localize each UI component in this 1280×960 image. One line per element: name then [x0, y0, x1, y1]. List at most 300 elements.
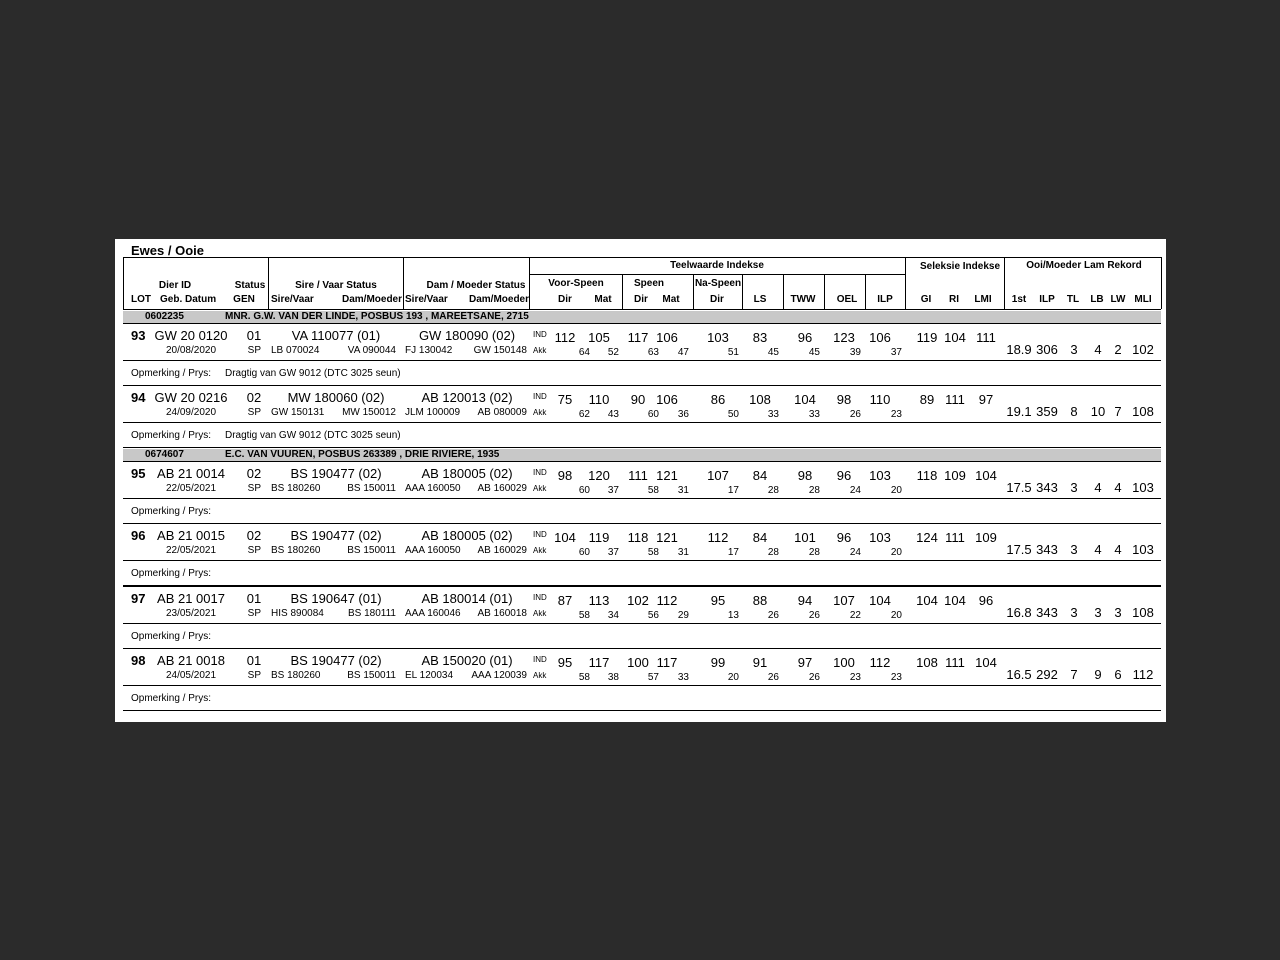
catalog-sheet [115, 239, 1166, 722]
ilp-record: 359 [1036, 404, 1058, 419]
header-na-speen: Na-Speen [694, 278, 742, 289]
dam-dam: AB 080009 [477, 407, 527, 418]
vs-dir: 87 [557, 593, 573, 608]
header-seleksie: Seleksie Indekse [919, 261, 1001, 272]
ilp-akk: 23 [890, 672, 902, 683]
header-vs-dir: Dir [558, 294, 572, 305]
gen-value: SP [247, 608, 261, 619]
vs-mat: 113 [588, 593, 610, 608]
header-oel: OEL [836, 294, 858, 305]
sp-mat: 106 [656, 392, 678, 407]
status-value: 02 [246, 390, 262, 405]
lmi-value: 104 [975, 655, 997, 670]
grid-line [123, 498, 1161, 499]
lot-number: 93 [131, 328, 146, 343]
header-lb: LB [1090, 294, 1104, 305]
tl-value: 3 [1070, 605, 1078, 620]
breeder-band [123, 311, 1161, 323]
gi-value: 89 [919, 392, 935, 407]
grid-line [123, 360, 1161, 361]
sire-dam: MW 150012 [342, 407, 396, 418]
header-lw: LW [1110, 294, 1126, 305]
ilp-akk: 37 [890, 347, 902, 358]
dam-dam: AB 160029 [477, 483, 527, 494]
ilp-record: 343 [1036, 480, 1058, 495]
header-sp-dir: Dir [634, 294, 648, 305]
vs-mat: 119 [588, 530, 610, 545]
grid-line [123, 710, 1161, 711]
header-lmi: LMI [974, 294, 992, 305]
birth-date: 22/05/2021 [165, 483, 217, 494]
tl-value: 7 [1070, 667, 1078, 682]
vs-mat-akk: 38 [607, 672, 619, 683]
grid-line [123, 648, 1161, 649]
tww-value: 104 [794, 392, 816, 407]
status-value: 01 [246, 328, 262, 343]
breeder-band [123, 449, 1161, 461]
header-lot: LOT [131, 294, 151, 305]
header-sp-mat: Mat [662, 294, 680, 305]
dam-status: AB 180005 (02) [421, 466, 513, 481]
header-voor-speen: Voor-Speen [548, 278, 604, 289]
dam-status: AB 180014 (01) [421, 591, 513, 606]
lot-number: 98 [131, 653, 146, 668]
header-ilp: ILP [877, 294, 893, 305]
tww-akk: 45 [808, 347, 820, 358]
vs-mat: 110 [588, 392, 610, 407]
first-lambing: 19.1 [1006, 404, 1032, 419]
akk-label: Akk [533, 671, 547, 680]
vs-mat: 105 [588, 330, 610, 345]
ilp-akk: 20 [890, 547, 902, 558]
gen-value: SP [247, 483, 261, 494]
akk-label: Akk [533, 484, 547, 493]
ilp-akk: 20 [890, 610, 902, 621]
ri-value: 104 [944, 593, 966, 608]
remark-label: Opmerking / Prys: [131, 631, 212, 642]
header-sire-vaar-2: Sire/Vaar [405, 294, 448, 305]
sp-mat-akk: 29 [677, 610, 689, 621]
ilp-record: 343 [1036, 542, 1058, 557]
ri-value: 104 [944, 330, 966, 345]
breeder-code: 0602235 [145, 311, 184, 322]
ns-akk: 17 [727, 485, 739, 496]
header-speen: Speen [633, 278, 665, 289]
vs-mat: 117 [588, 655, 610, 670]
tww-value: 97 [797, 655, 813, 670]
ls-value: 84 [752, 530, 768, 545]
grid-line [123, 523, 1161, 524]
birth-date: 20/08/2020 [165, 345, 217, 356]
vs-mat-akk: 34 [607, 610, 619, 621]
ilp-record: 343 [1036, 605, 1058, 620]
akk-label: Akk [533, 546, 547, 555]
status-value: 01 [246, 653, 262, 668]
sp-mat-akk: 33 [677, 672, 689, 683]
dam-dam: AAA 120039 [471, 670, 527, 681]
sp-dir: 100 [627, 655, 649, 670]
header-dam-status: Dam / Moeder Status [426, 280, 526, 291]
dier-id: AB 21 0014 [157, 466, 225, 481]
sp-dir-akk: 63 [647, 347, 659, 358]
vs-dir-akk: 60 [578, 547, 590, 558]
dier-id: GW 20 0120 [154, 328, 228, 343]
sp-dir: 111 [628, 468, 648, 483]
ns-akk: 51 [727, 347, 739, 358]
header-gi: GI [920, 294, 932, 305]
ilp-value: 104 [869, 593, 891, 608]
lw-value: 4 [1114, 542, 1122, 557]
ns-dir: 95 [710, 593, 726, 608]
ri-value: 111 [945, 655, 965, 670]
sire-status: BS 190647 (01) [290, 591, 382, 606]
sp-dir: 118 [627, 530, 649, 545]
header-ri: RI [949, 294, 959, 305]
gen-value: SP [247, 345, 261, 356]
oel-akk: 24 [849, 547, 861, 558]
header-dam-moeder-2: Dam/Moeder [468, 294, 529, 305]
ilp-value: 110 [869, 392, 891, 407]
ns-dir: 103 [707, 330, 729, 345]
sp-mat-akk: 47 [677, 347, 689, 358]
vs-dir-akk: 58 [578, 610, 590, 621]
oel-value: 96 [836, 530, 852, 545]
tww-akk: 28 [808, 485, 820, 496]
ri-value: 111 [945, 530, 965, 545]
ls-value: 83 [752, 330, 768, 345]
first-lambing: 17.5 [1006, 480, 1032, 495]
ilp-akk: 23 [890, 409, 902, 420]
lmi-value: 109 [975, 530, 997, 545]
gi-value: 118 [916, 468, 938, 483]
ri-value: 111 [945, 392, 965, 407]
lb-value: 10 [1090, 404, 1106, 419]
header-sire-vaar: Sire/Vaar [271, 294, 314, 305]
tl-value: 3 [1070, 542, 1078, 557]
lb-value: 4 [1094, 480, 1102, 495]
sire-status: MW 180060 (02) [287, 390, 385, 405]
tww-value: 96 [797, 330, 813, 345]
grid-line [123, 447, 1161, 448]
sp-dir-akk: 58 [647, 547, 659, 558]
sp-mat-akk: 31 [677, 547, 689, 558]
birth-date: 23/05/2021 [165, 608, 217, 619]
ns-dir: 107 [707, 468, 729, 483]
oel-akk: 39 [849, 347, 861, 358]
lw-value: 6 [1114, 667, 1122, 682]
header-first: 1st [1011, 294, 1027, 305]
dam-sire: AAA 160050 [405, 545, 461, 556]
lot-number: 94 [131, 390, 146, 405]
ns-akk: 13 [727, 610, 739, 621]
sire-status: VA 110077 (01) [291, 328, 381, 343]
sire-sire: BS 180260 [271, 483, 321, 494]
mli-value: 102 [1132, 342, 1154, 357]
vs-dir-akk: 62 [578, 409, 590, 420]
sp-mat-akk: 31 [677, 485, 689, 496]
akk-label: Akk [533, 609, 547, 618]
oel-akk: 26 [849, 409, 861, 420]
tww-akk: 28 [808, 547, 820, 558]
ns-akk: 17 [727, 547, 739, 558]
sire-dam: VA 090044 [347, 345, 396, 356]
tl-value: 3 [1070, 342, 1078, 357]
ns-akk: 50 [727, 409, 739, 420]
mli-value: 103 [1132, 542, 1154, 557]
ls-value: 108 [749, 392, 771, 407]
vs-dir-akk: 64 [578, 347, 590, 358]
ilp-value: 106 [869, 330, 891, 345]
remark-text: Dragtig van GW 9012 (DTC 3025 seun) [225, 368, 401, 379]
dier-id: AB 21 0015 [157, 528, 225, 543]
header-teelwaarde: Teelwaarde Indekse [670, 260, 764, 271]
remark-text: Dragtig van GW 9012 (DTC 3025 seun) [225, 430, 401, 441]
tl-value: 8 [1070, 404, 1078, 419]
ind-label: IND [533, 330, 547, 339]
mli-value: 108 [1132, 404, 1154, 419]
sp-dir-akk: 57 [647, 672, 659, 683]
first-lambing: 16.5 [1006, 667, 1032, 682]
status-value: 02 [246, 528, 262, 543]
sire-sire: GW 150131 [271, 407, 325, 418]
gen-value: SP [247, 545, 261, 556]
sire-status: BS 190477 (02) [290, 653, 382, 668]
sp-mat: 112 [656, 593, 678, 608]
sp-mat: 117 [656, 655, 678, 670]
ls-value: 84 [752, 468, 768, 483]
header-status: Status [234, 280, 266, 291]
dam-sire: AAA 160046 [405, 608, 461, 619]
dam-status: AB 120013 (02) [421, 390, 513, 405]
sp-dir-akk: 56 [647, 610, 659, 621]
mli-value: 103 [1132, 480, 1154, 495]
lmi-value: 111 [976, 330, 996, 345]
ls-akk: 26 [767, 610, 779, 621]
header-ns-dir: Dir [710, 294, 724, 305]
vs-mat-akk: 37 [607, 485, 619, 496]
dier-id: AB 21 0017 [157, 591, 225, 606]
tww-akk: 26 [808, 672, 820, 683]
lw-value: 3 [1114, 605, 1122, 620]
lb-value: 9 [1094, 667, 1102, 682]
dam-dam: GW 150148 [473, 345, 527, 356]
ilp-akk: 20 [890, 485, 902, 496]
oel-value: 96 [836, 468, 852, 483]
sire-sire: LB 070024 [271, 345, 320, 356]
sire-dam: BS 180111 [347, 608, 396, 619]
dier-id: GW 20 0216 [154, 390, 228, 405]
header-dam-moeder: Dam/Moeder [341, 294, 402, 305]
gi-value: 119 [916, 330, 938, 345]
ns-dir: 112 [707, 530, 729, 545]
sire-dam: BS 150011 [347, 670, 396, 681]
gi-value: 124 [916, 530, 938, 545]
lb-value: 4 [1094, 342, 1102, 357]
header-mli: MLI [1134, 294, 1152, 305]
breeder-code: 0674607 [145, 449, 184, 460]
lw-value: 7 [1114, 404, 1122, 419]
gi-value: 108 [916, 655, 938, 670]
sp-mat: 121 [656, 530, 678, 545]
lmi-value: 97 [978, 392, 994, 407]
lb-value: 4 [1094, 542, 1102, 557]
sheet-title: Ewes / Ooie [131, 243, 204, 258]
status-value: 02 [246, 466, 262, 481]
oel-akk: 22 [849, 610, 861, 621]
vs-dir: 104 [554, 530, 576, 545]
status-value: 01 [246, 591, 262, 606]
tww-value: 94 [797, 593, 813, 608]
ilp-value: 112 [869, 655, 891, 670]
tww-value: 98 [797, 468, 813, 483]
vs-dir: 95 [557, 655, 573, 670]
vs-dir-akk: 58 [578, 672, 590, 683]
lb-value: 3 [1094, 605, 1102, 620]
header-ilp-rec: ILP [1039, 294, 1055, 305]
first-lambing: 17.5 [1006, 542, 1032, 557]
vs-dir: 112 [554, 330, 576, 345]
oel-value: 100 [833, 655, 855, 670]
header-tww: TWW [790, 294, 816, 305]
grid-line [123, 685, 1161, 686]
ilp-value: 103 [869, 468, 891, 483]
dier-id: AB 21 0018 [157, 653, 225, 668]
vs-mat: 120 [588, 468, 610, 483]
gi-value: 104 [916, 593, 938, 608]
sire-status: BS 190477 (02) [290, 466, 382, 481]
sp-dir: 90 [630, 392, 646, 407]
grid-line [123, 560, 1161, 561]
vs-dir: 75 [557, 392, 573, 407]
header-vs-mat: Mat [594, 294, 612, 305]
grid-line [123, 586, 1161, 587]
header-gen: GEN [233, 294, 255, 305]
oel-akk: 23 [849, 672, 861, 683]
ind-label: IND [533, 392, 547, 401]
vs-mat-akk: 43 [607, 409, 619, 420]
oel-value: 123 [833, 330, 855, 345]
birth-date: 24/05/2021 [165, 670, 217, 681]
ind-label: IND [533, 530, 547, 539]
sp-dir-akk: 60 [647, 409, 659, 420]
ls-akk: 33 [767, 409, 779, 420]
mli-value: 112 [1132, 667, 1154, 682]
sp-mat: 121 [656, 468, 678, 483]
ri-value: 109 [944, 468, 966, 483]
birth-date: 24/09/2020 [165, 407, 217, 418]
sp-dir: 102 [627, 593, 649, 608]
grid-line [123, 385, 1161, 386]
ns-dir: 99 [710, 655, 726, 670]
header-dier-id: Dier ID [158, 280, 192, 291]
first-lambing: 18.9 [1006, 342, 1032, 357]
dam-status: AB 180005 (02) [421, 528, 513, 543]
dam-status: AB 150020 (01) [421, 653, 513, 668]
dam-status: GW 180090 (02) [418, 328, 516, 343]
grid-line [123, 461, 1161, 462]
vs-mat-akk: 37 [607, 547, 619, 558]
sp-mat: 106 [656, 330, 678, 345]
lw-value: 4 [1114, 480, 1122, 495]
remark-label: Opmerking / Prys: [131, 568, 212, 579]
oel-akk: 24 [849, 485, 861, 496]
ilp-record: 292 [1036, 667, 1058, 682]
vs-dir: 98 [557, 468, 573, 483]
lot-number: 96 [131, 528, 146, 543]
tww-value: 101 [794, 530, 816, 545]
vs-dir-akk: 60 [578, 485, 590, 496]
header-sire-status: Sire / Vaar Status [295, 280, 377, 291]
ls-akk: 28 [767, 547, 779, 558]
sire-sire: HIS 890084 [271, 608, 324, 619]
dam-dam: AB 160018 [477, 608, 527, 619]
breeder-name: MNR. G.W. VAN DER LINDE, POSBUS 193 , MAREETSANE, 2715 [225, 311, 529, 322]
breeder-name: E.C. VAN VUUREN, POSBUS 263389 , DRIE RIVIERE, 1935 [225, 449, 500, 460]
akk-label: Akk [533, 408, 547, 417]
dam-sire: AAA 160050 [405, 483, 461, 494]
ls-akk: 26 [767, 672, 779, 683]
remark-label: Opmerking / Prys: [131, 693, 212, 704]
grid-line [123, 623, 1161, 624]
header-ls: LS [753, 294, 767, 305]
tww-akk: 33 [808, 409, 820, 420]
ns-akk: 20 [727, 672, 739, 683]
sp-dir: 117 [627, 330, 649, 345]
dam-sire: JLM 100009 [405, 407, 461, 418]
sp-mat-akk: 36 [677, 409, 689, 420]
ind-label: IND [533, 468, 547, 477]
sp-dir-akk: 58 [647, 485, 659, 496]
sire-status: BS 190477 (02) [290, 528, 382, 543]
lmi-value: 96 [978, 593, 994, 608]
mli-value: 108 [1132, 605, 1154, 620]
header-lamrekord: Ooi/Moeder Lam Rekord [1026, 260, 1142, 271]
birth-date: 22/05/2021 [165, 545, 217, 556]
dam-sire: EL 120034 [405, 670, 454, 681]
ls-akk: 28 [767, 485, 779, 496]
oel-value: 98 [836, 392, 852, 407]
ilp-record: 306 [1036, 342, 1058, 357]
ns-dir: 86 [710, 392, 726, 407]
ls-value: 91 [752, 655, 768, 670]
ind-label: IND [533, 655, 547, 664]
remark-label: Opmerking / Prys: [131, 368, 212, 379]
ind-label: IND [533, 593, 547, 602]
gen-value: SP [247, 670, 261, 681]
remark-label: Opmerking / Prys: [131, 430, 212, 441]
header-geb-datum: Geb. Datum [160, 294, 217, 305]
tww-akk: 26 [808, 610, 820, 621]
lmi-value: 104 [975, 468, 997, 483]
dam-sire: FJ 130042 [405, 345, 453, 356]
sire-sire: BS 180260 [271, 545, 321, 556]
gen-value: SP [247, 407, 261, 418]
sire-sire: BS 180260 [271, 670, 321, 681]
first-lambing: 16.8 [1006, 605, 1032, 620]
ls-akk: 45 [767, 347, 779, 358]
ls-value: 88 [752, 593, 768, 608]
lw-value: 2 [1114, 342, 1122, 357]
grid-line [123, 422, 1161, 423]
remark-label: Opmerking / Prys: [131, 506, 212, 517]
header-tl: TL [1066, 294, 1080, 305]
dam-dam: AB 160029 [477, 545, 527, 556]
akk-label: Akk [533, 346, 547, 355]
oel-value: 107 [833, 593, 855, 608]
ilp-value: 103 [869, 530, 891, 545]
lot-number: 95 [131, 466, 146, 481]
sire-dam: BS 150011 [347, 545, 396, 556]
